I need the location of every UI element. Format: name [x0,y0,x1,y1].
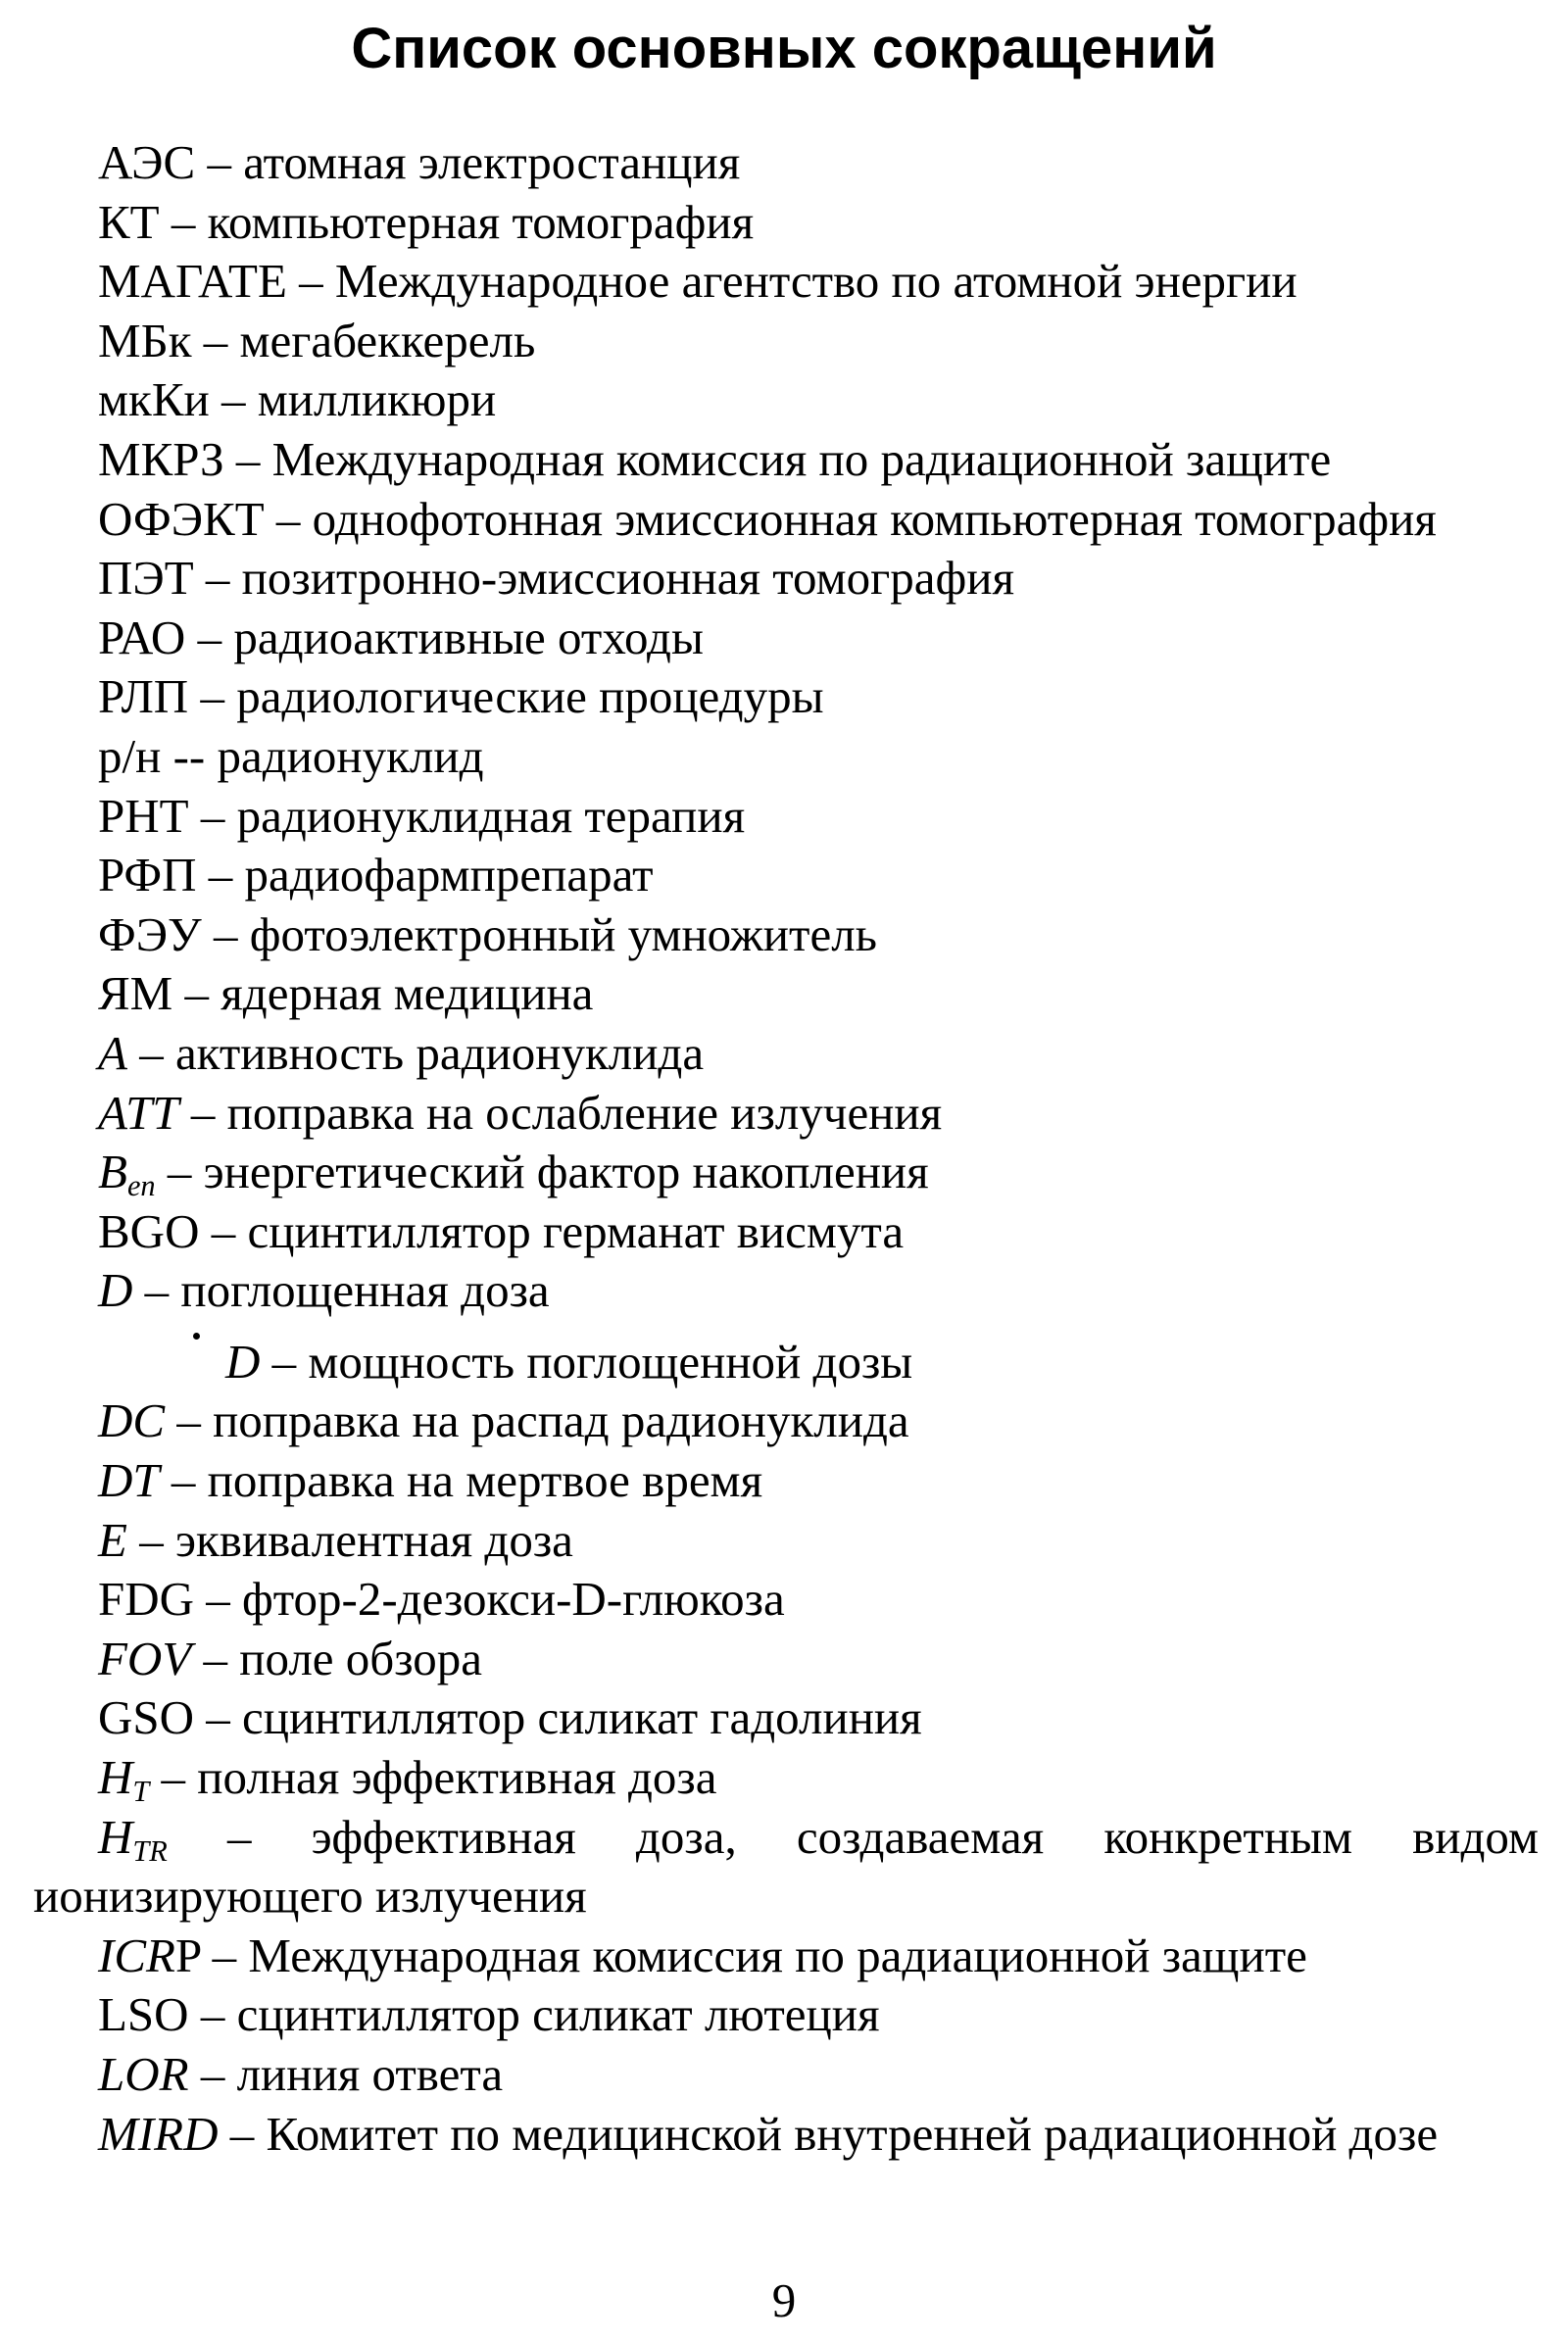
list-item: МКРЗ – Международная комиссия по радиационной защите [98,431,1332,486]
list-item: $H_{TR}$ – эффективная доза, создаваемая конкретным видом ионизирующего излучения [33,1809,1539,1924]
list-item: DC – поправка на распад радионуклида [98,1393,909,1448]
list-item: МАГАТЕ – Международное агентство по атомной энергии [98,254,1298,309]
list-item: РФП – радиофармпрепарат [98,848,654,903]
list-item: MIRD – Комитет по медицинской внутренней радиационной дозе [98,2106,1439,2161]
list-item: ICRP – Международная комиссия по радиационной защите [98,1927,1307,1982]
list-item: р/н -- радионуклид [98,728,484,783]
list-item: ФЭУ – фотоэлектронный умножитель [98,906,877,961]
list-item: $B_{en}$ – энергетический фактор накопления [98,1145,929,1203]
list-item: LSO – сцинтиллятор силикат лютеция [98,1987,880,2042]
list-item: LOR – линия ответа [98,2047,504,2101]
list-item: ЯМ – ядерная медицина [98,966,594,1021]
list-item: РАО – радиоактивные отходы [98,610,704,664]
list-item: РЛП – радиологические процедуры [98,669,824,724]
list-item: мкКи – милликюри [98,372,497,427]
dot-accent-symbol: D [129,1333,260,1392]
abbreviation-list [33,133,1539,2164]
list-item: D – мощность поглощенной дозы [33,1321,1539,1392]
page-title: Список основных сокращений [351,17,1217,80]
list-item: FOV – поле обзора [98,1631,483,1685]
page-number: 9 [771,2273,797,2327]
list-item: A – активность радионуклида [98,1025,705,1080]
list-item: D – поглощенная доза [98,1263,550,1318]
list-item: ATT – поправка на ослабление излучения [98,1085,943,1140]
list-item: АЭС – атомная электростанция [98,135,741,189]
list-item: FDG – фтор-2-дезокси-D-глюкоза [98,1572,785,1627]
list-item: МБк – мегабеккерель [98,313,536,367]
list-item: GSO – сцинтиллятор силикат гадолиния [98,1690,922,1745]
list-item: ОФЭКТ – однофотонная эмиссионная компьютерная томография [98,491,1437,546]
list-item: ПЭТ – позитронно-эмиссионная томография [98,551,1014,606]
list-item: КТ – компьютерная томография [98,194,755,249]
list-item: BGO – сцинтиллятор германат висмута [98,1203,905,1258]
list-item: E – эквивалентная доза [98,1512,573,1567]
list-item: DT – поправка на мертвое время [98,1453,763,1508]
list-item: $H_T$ – полная эффективная доза [98,1750,717,1809]
list-item: РНТ – радионуклидная терапия [98,788,746,843]
